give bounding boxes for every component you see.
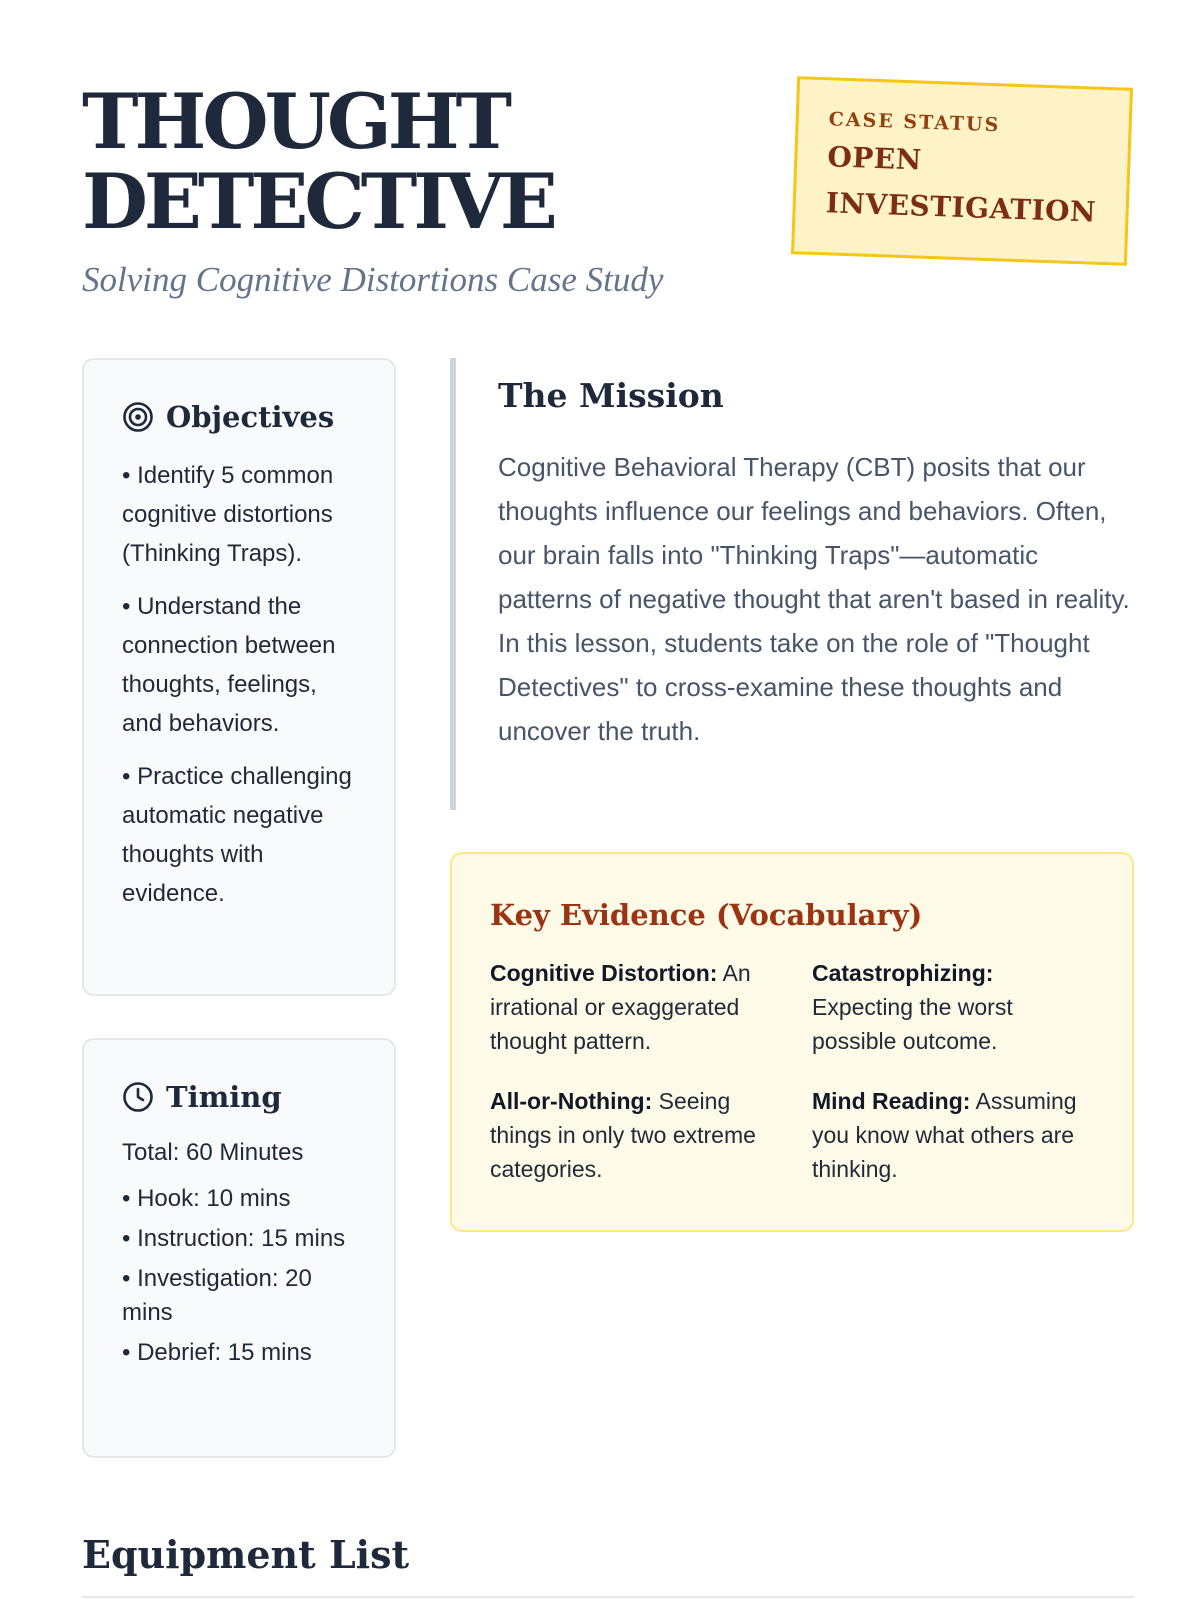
mission-body: Cognitive Behavioral Therapy (CBT) posits that our thoughts influence our feelings and behaviors. Often, our brain falls into "Thinking Traps"—automatic patterns of negative thought that aren't based in reality. In this lesson, students take on the role of "Thought Detectives" to cross-examine these thoughts and uncover the truth. [498, 452, 1130, 746]
vocabulary-term: Cognitive Distortion: [490, 960, 718, 986]
vocabulary-definition: Assuming you know what others are thinking. [812, 1088, 1077, 1182]
vocabulary-title: Key Evidence (Vocabulary) [490, 898, 923, 932]
timing-list [122, 1182, 356, 1370]
objectives-list [122, 456, 356, 913]
objectives-header [122, 400, 356, 434]
vocabulary-item [812, 1084, 1094, 1186]
clock-icon [122, 1081, 154, 1113]
equipment-title: Equipment List [82, 1532, 410, 1577]
case-status-value-line-2: INVESTIGATION [825, 186, 1097, 229]
vocabulary-item [490, 956, 772, 1058]
timing-item: • Hook: 10 mins [122, 1185, 291, 1212]
case-status-value [825, 134, 1098, 235]
target-icon [122, 401, 154, 433]
objectives-title: Objectives [166, 400, 335, 434]
vocabulary-definition: An irrational or exaggerated thought pattern. [490, 960, 751, 1054]
objectives-card [82, 358, 396, 996]
vocabulary-item [490, 1084, 772, 1186]
timing-header [122, 1080, 356, 1114]
page-subtitle: Solving Cognitive Distortions Case Study [82, 260, 664, 299]
vocabulary-item [812, 956, 1094, 1058]
vocabulary-term: Catastrophizing: [812, 960, 994, 986]
title-line-2: DETECTIVE [82, 157, 554, 246]
vocabulary-definition: Expecting the worst possible outcome. [812, 994, 1013, 1054]
section-divider [82, 1596, 1134, 1598]
timing-item: • Debrief: 15 mins [122, 1339, 312, 1366]
objective-item: • Understand the connection between thoughts, feelings, and behaviors. [122, 593, 336, 737]
case-status-value-line-1: OPEN [826, 140, 923, 177]
case-status-stamp [791, 76, 1133, 266]
vocabulary-box [450, 852, 1134, 1232]
title-line-1: THOUGHT [82, 77, 509, 166]
case-status-label: CASE STATUS [828, 108, 1001, 137]
timing-item: • Investigation: 20 mins [122, 1265, 312, 1326]
vocabulary-grid [490, 956, 1094, 1186]
objective-item: • Practice challenging automatic negative thoughts with evidence. [122, 763, 352, 907]
mission-title: The Mission [498, 376, 724, 415]
vocabulary-term: All-or-Nothing: [490, 1088, 653, 1114]
objective-item: • Identify 5 common cognitive distortions (Thinking Traps). [122, 462, 334, 567]
page-title [82, 77, 554, 246]
vocabulary-term: Mind Reading: [812, 1088, 971, 1114]
timing-total: Total: 60 Minutes [122, 1139, 304, 1166]
timing-title: Timing [166, 1080, 282, 1114]
timing-card [82, 1038, 396, 1458]
timing-item: • Instruction: 15 mins [122, 1225, 346, 1252]
vocabulary-definition: Seeing things in only two extreme categories. [490, 1088, 756, 1182]
mission-section [450, 358, 1134, 810]
